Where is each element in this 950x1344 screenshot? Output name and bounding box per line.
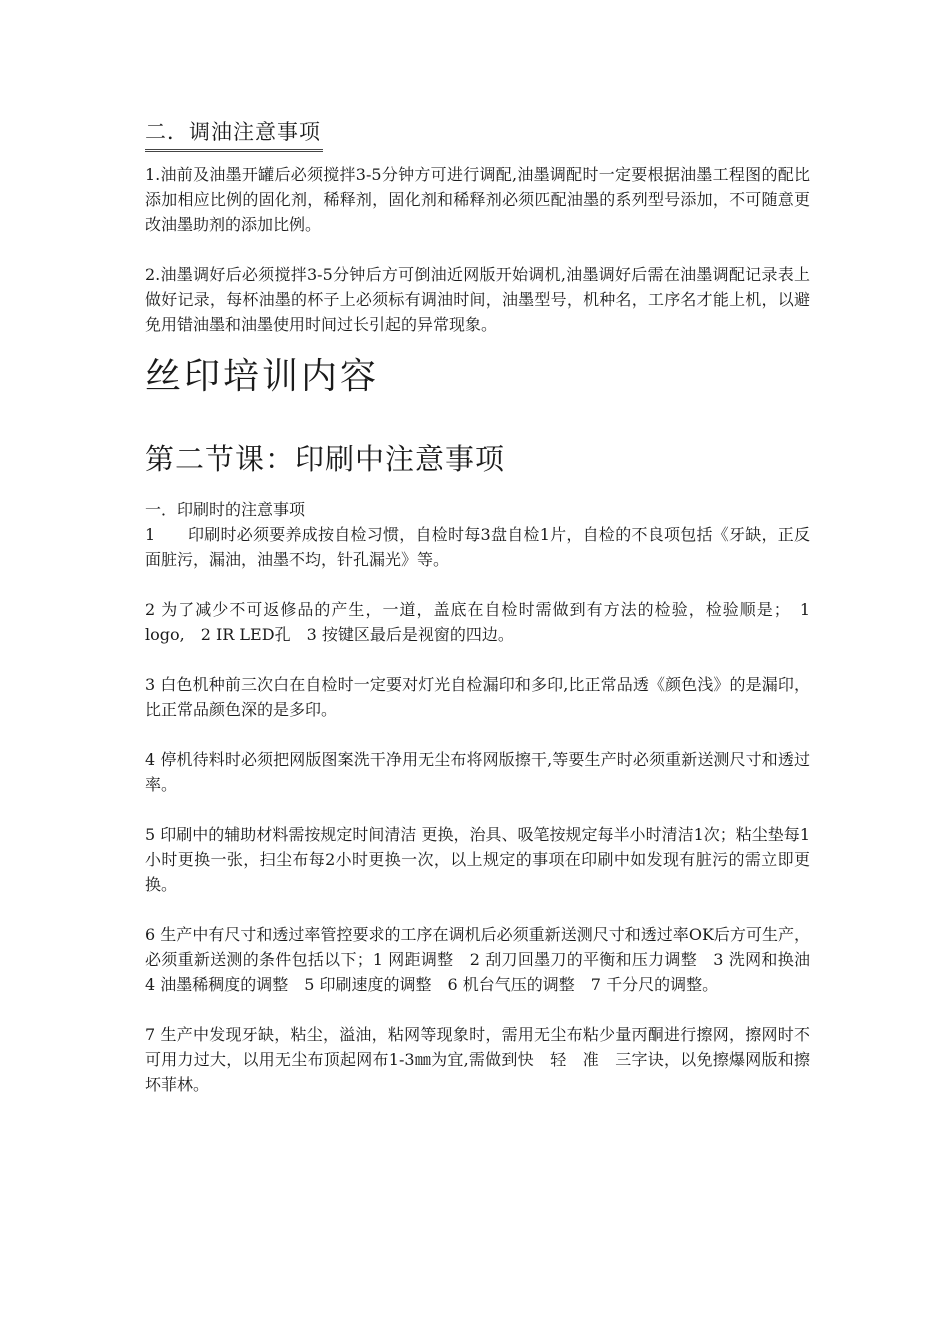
paragraph-gap [145, 797, 810, 822]
paragraph-gap [145, 897, 810, 922]
list-item: 6 生产中有尺寸和透过率管控要求的工序在调机后必须重新送测尺寸和透过率OK后方可生产，必须重新送测的条件包括以下；1 网距调整 2 刮刀回墨刀的平衡和压力调整 3 洗网和换油 4 油墨稀稠度的调整 5 印刷速度的调整 6 机台气压的调整 7 千分尺的调整。 [145, 925, 827, 994]
paragraph-gap [145, 237, 810, 262]
subsection-heading: 一．印刷时的注意事项 [145, 500, 306, 519]
paragraph-gap [145, 647, 810, 672]
list-item: 2 为了减少不可返修品的产生，一道，盖底在自检时需做到有方法的检验，检验顺是； 1 logo, 2 IR LED孔 3 按键区最后是视窗的四边。 [145, 600, 810, 644]
paragraph-ink-record: 2.油墨调好后必须搅拌3-5分钟后方可倒油近网版开始调机,油墨调好后需在油墨调配记录表上做好记录，每杯油墨的杯子上必须标有调油时间，油墨型号，机种名，工序名才能上机，以避免用错油墨和油墨使用时间过长引起的异常现象。 [145, 265, 810, 334]
list-item: 5 印刷中的辅助材料需按规定时间清洁 更换，治具、吸笔按规定每半小时清洁1次；粘尘垫每1小时更换一张，扫尘布每2小时更换一次，以上规定的事项在印刷中如发现有脏污的需立即更换。 [145, 825, 810, 894]
list-item: 3 白色机种前三次白在自检时一定要对灯光自检漏印和多印,比正常品透《颜色浅》的是漏印，比正常品颜色深的是多印。 [145, 675, 810, 719]
paragraph-gap [145, 722, 810, 747]
list-item: 7 生产中发现牙缺，粘尘，溢油，粘网等现象时，需用无尘布粘少量丙酮进行擦网，擦网时不可用力过大，以用无尘布顶起网布1-3㎜为宜,需做到快 轻 准 三字诀，以免擦爆网版和擦坏菲林。 [145, 1025, 810, 1094]
paragraph-gap [145, 997, 810, 1022]
paragraph-gap [145, 572, 810, 597]
list-item: 1 印刷时必须要养成按自检习惯，自检时每3盘自检1片，自检的不良项包括《牙缺，正反面脏污，漏油，油墨不均，针孔漏光》等。 [145, 525, 810, 569]
section-heading: 二．调油注意事项 [145, 118, 323, 152]
lesson-title: 第二节课：印刷中注意事项 [145, 442, 506, 476]
document-page [145, 118, 827, 1097]
main-title: 丝印培训内容 [145, 356, 380, 397]
list-item: 4 停机待料时必须把网版图案洗干净用无尘布将网版擦干,等要生产时必须重新送测尺寸和透过率。 [145, 750, 810, 794]
paragraph-mixing-ratio: 1.油前及油墨开罐后必须搅拌3-5分钟方可进行调配,油墨调配时一定要根据油墨工程图的配比添加相应比例的固化剂，稀释剂，固化剂和稀释剂必须匹配油墨的系列型号添加，不可随意更改油墨助剂的添加比例。 [145, 165, 810, 234]
